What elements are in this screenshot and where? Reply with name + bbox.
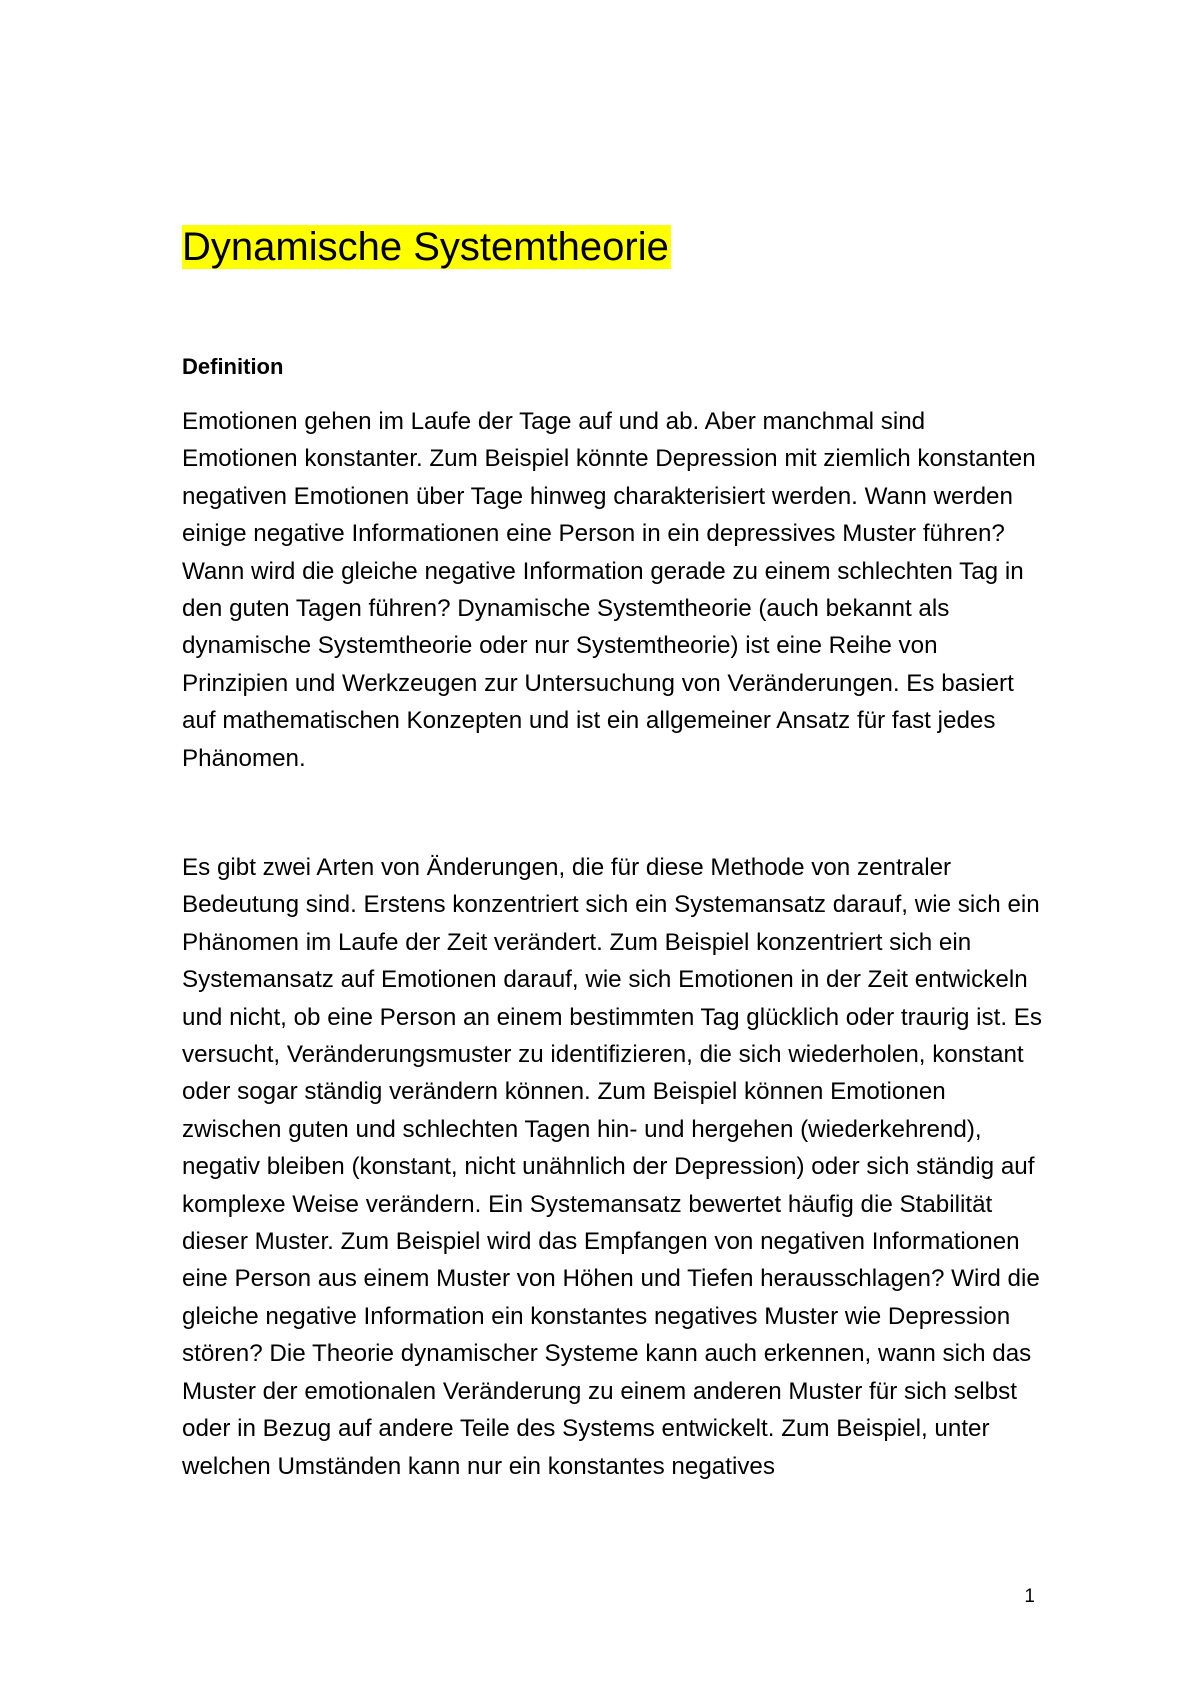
paragraph-1: Emotionen gehen im Laufe der Tage auf und ab. Aber manchmal sind Emotionen konstanter. Zum Beispiel könnte Depression mit ziemlich konstanten negativen Emotionen über Tage hinweg charakterisiert werden. Wann werden einige negative Informationen eine Person in ein depressives Muster führen? Wann wird die gleiche negative Information gerade zu einem schlechten Tag in den guten Tagen führen? Dynamische Systemtheorie (auch bekannt als dynamische Systemtheorie oder nur Systemtheorie) ist eine Reihe von Prinzipien und Werkzeugen zur Untersuchung von Veränderungen. Es basiert auf mathematischen Konzepten und ist ein allgemeiner Ansatz für fast jedes Phänomen. [182,408,1036,772]
page-number: 1 [1024,1586,1035,1607]
document-title [182,218,671,276]
section-heading-definition: Definition [182,354,284,379]
paragraph-2: Es gibt zwei Arten von Änderungen, die für diese Methode von zentraler Bedeutung sind. Erstens konzentriert sich ein Systemansatz darauf, wie sich ein Phänomen im Laufe der Zeit verändert. Zum Beispiel konzentriert sich ein Systemansatz auf Emotionen darauf, wie sich Emotionen in der Zeit entwickeln und nicht, ob eine Person an einem bestimmten Tag glücklich oder traurig ist. Es versucht, Veränderungsmuster zu identifizieren, die sich wiederholen, konstant oder sogar ständig verändern können. Zum Beispiel können Emotionen zwischen guten und schlechten Tagen hin- und hergehen (wiederkehrend), negativ bleiben (konstant, nicht unähnlich der Depression) oder sich ständig auf komplexe Weise verändern. Ein Systemansatz bewertet häufig die Stabilität dieser Muster. Zum Beispiel wird das Empfangen von negativen Informationen eine Person aus einem Muster von Höhen und Tiefen herausschlagen? Wird die gleiche negative Information ein konstantes negatives Muster wie Depression stören? Die Theorie dynamischer Systeme kann auch erkennen, wann sich das Muster der emotionalen Veränderung zu einem anderen Muster für sich selbst oder in Bezug auf andere Teile des Systems entwickelt. Zum Beispiel, unter welchen Umständen kann nur ein konstantes negatives [182,854,1043,1480]
title-highlight: Dynamische Systemtheorie [182,225,669,269]
